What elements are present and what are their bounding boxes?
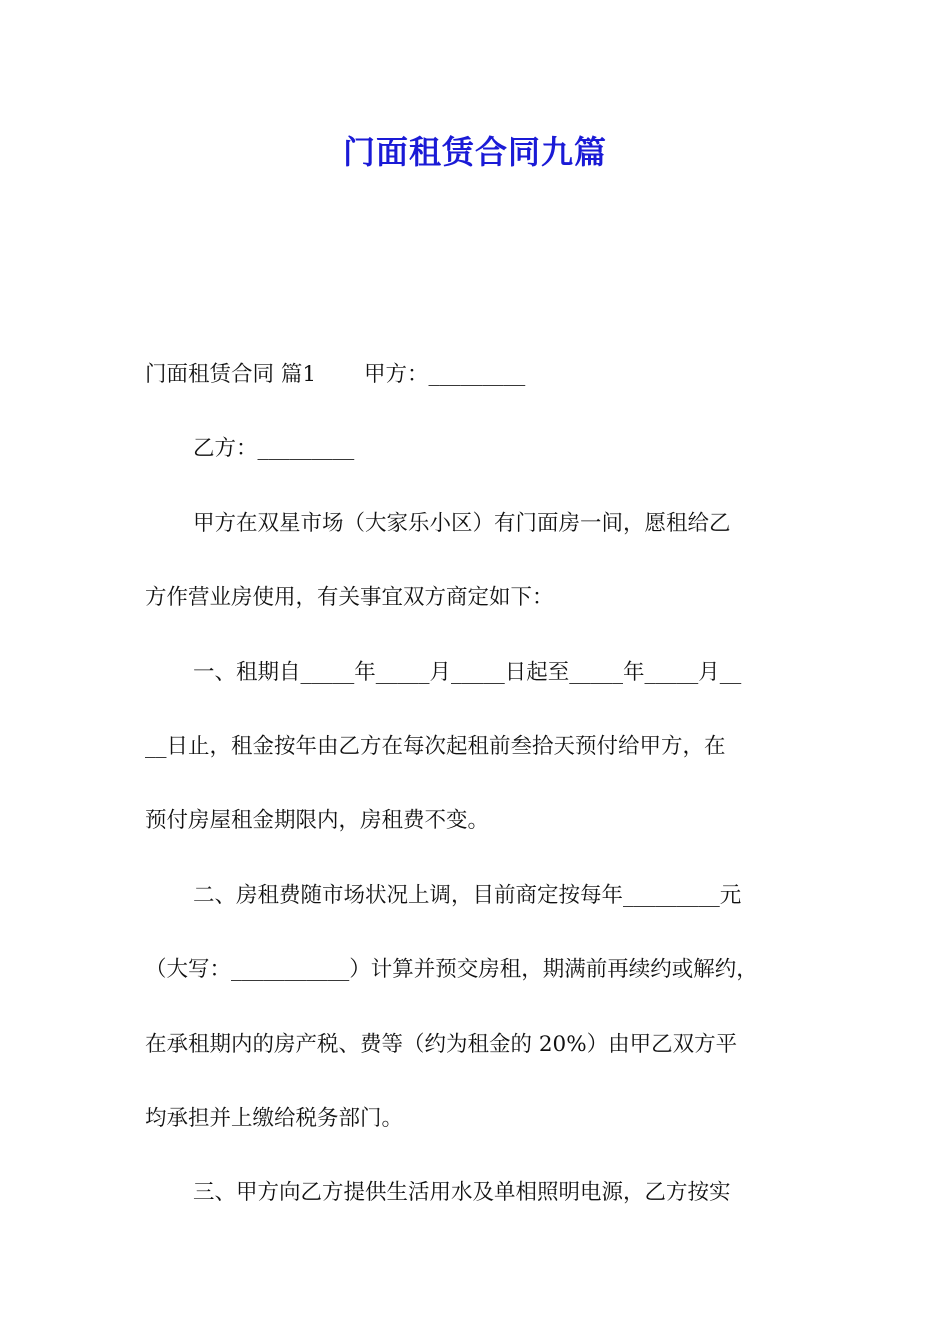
paragraph-line-12: 三、甲方向乙方提供生活用水及单相照明电源，乙方按实 (193, 1180, 731, 1206)
paragraph-line-11: 均承担并上缴给税务部门。 (145, 1105, 404, 1131)
paragraph-line-4: 方作营业房使用，有关事宜双方商定如下： (145, 585, 554, 611)
paragraph-line-5: 一、租期自_____年_____月_____日起至_____年_____月__ (193, 659, 742, 685)
paragraph-line-3: 甲方在双星市场（大家乐小区）有门面房一间，愿租给乙 (193, 510, 731, 536)
document-body (145, 338, 810, 1231)
paragraph-line-7: 预付房屋租金期限内，房租费不变。 (145, 808, 490, 834)
paragraph-line-8: 二、房租费随市场状况上调，目前商定按每年_________元 (193, 882, 742, 908)
paragraph-line-2: 乙方：_________ (193, 436, 355, 462)
document-title: 门面租赁合同九篇 (342, 133, 607, 171)
paragraph-line-9: （大写：___________）计算并预交房租，期满前再续约或解约， (145, 957, 758, 983)
party-a-field: 甲方：_________ (364, 362, 526, 387)
paragraph-line-1 (145, 338, 810, 412)
contract-heading: 门面租赁合同 篇1 (145, 362, 317, 387)
paragraph-line-6: __日止，租金按年由乙方在每次起租前叁拾天预付给甲方，在 (145, 733, 726, 759)
paragraph-line-10: 在承租期内的房产税、费等（约为租金的 20%）由甲乙双方平 (145, 1031, 738, 1057)
